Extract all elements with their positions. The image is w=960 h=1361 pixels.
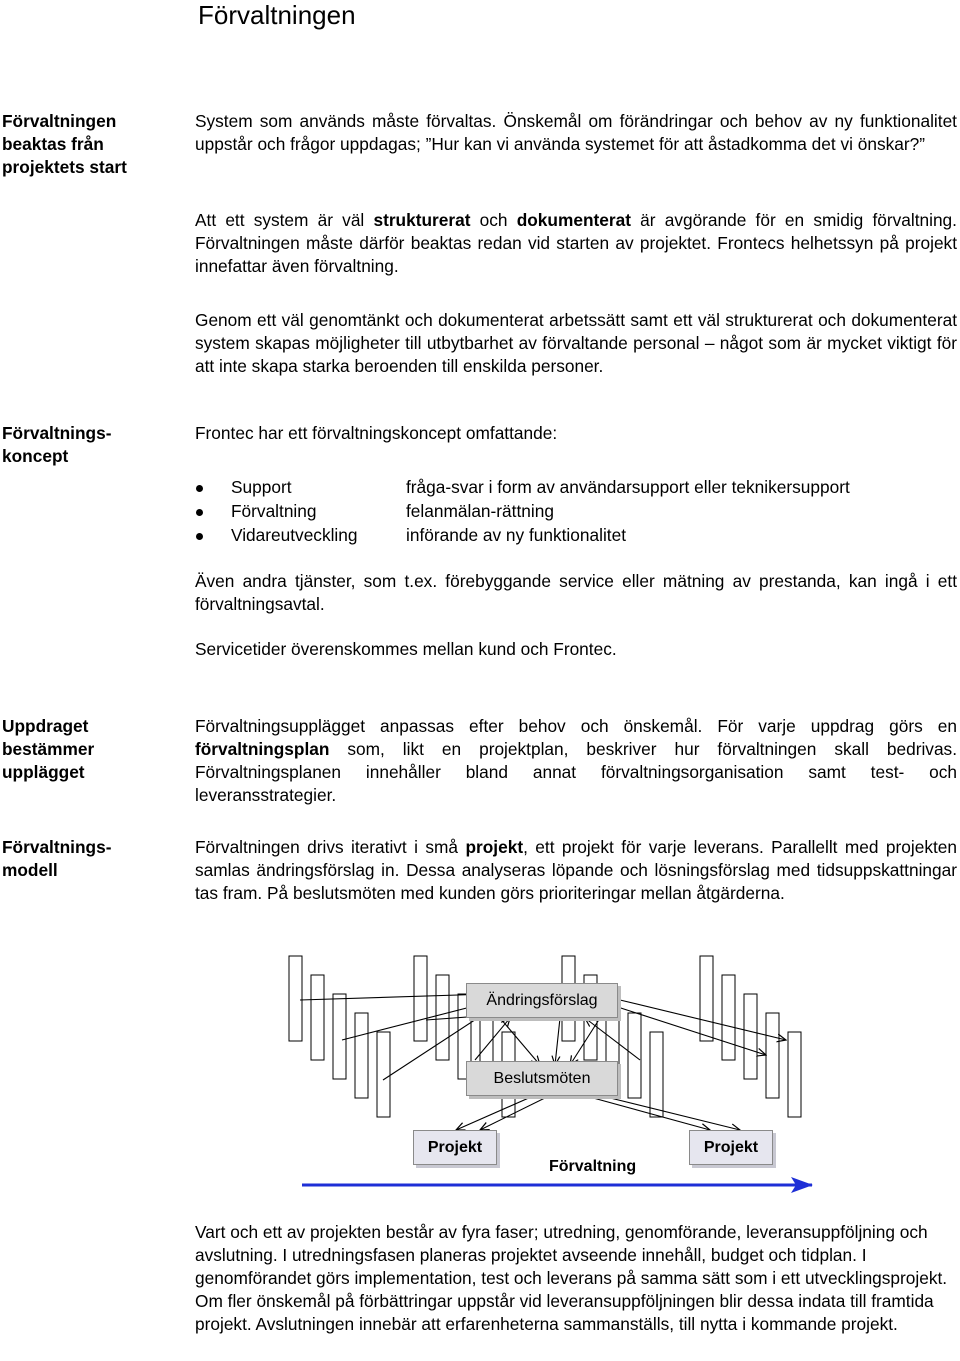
paragraph-start-3: Genom ett väl genomtänkt och dokumenterat arbetssätt samt ett väl strukturerat och dokumenterat system skapas möjligheter till utbytbarhet av förvaltande personal – något som är mycket viktigt för att inte skapa starka beroenden till enskilda personer. xyxy=(195,310,957,376)
side-heading-line: Förvaltnings- xyxy=(2,837,112,857)
change-request-box: Ändringsförslag xyxy=(466,983,618,1018)
page-title: Förvaltningen xyxy=(198,0,356,30)
paragraph-start-2: Att ett system är väl strukturerat och dokumenterat är avgörande för en smidig förvaltning. Förvaltningen måste därför beaktas redan vid starten av projektet. Frontecs helhetssyn på projekt innefattar även förvaltning. xyxy=(195,210,957,276)
list-item-term: Förvaltning xyxy=(231,501,317,521)
list-item-desc: införande av ny funktionalitet xyxy=(406,525,626,545)
phase-bar xyxy=(333,994,346,1079)
paragraph-koncept-also: Även andra tjänster, som t.ex. förebyggande service eller mätning av prestanda, kan ingå i ett förvaltningsavtal. xyxy=(195,571,957,614)
flow-arrow xyxy=(596,1000,766,1055)
flow-arrow xyxy=(575,1093,710,1130)
paragraph-koncept-intro: Frontec har ett förvaltningskoncept omfattande: xyxy=(195,423,558,443)
phase-bar xyxy=(289,956,302,1041)
flow-arrow xyxy=(480,1093,555,1130)
paragraph-modell: Förvaltningen drivs iterativt i små projekt, ett projekt för varje leverans. Parallellt med projekten samlas ändringsförslag in. Dessa analyseras löpande och lösningsförslag med tidsuppskattningar tas fram. På beslutsmöten med kunden görs prioriteringar mellan åtgärderna. xyxy=(195,837,957,903)
paragraph-start-1: System som används måste förvaltas. Önskemål om förändringar och behov av ny funktionalitet uppstår och frågor uppdagas; ”Hur kan vi använda systemet för att åstadkomma det vi önskar?” xyxy=(195,111,957,154)
side-heading-line: Förvaltningen xyxy=(2,111,117,131)
phase-bar xyxy=(722,975,735,1060)
list-item-desc: felanmälan-rättning xyxy=(406,501,554,521)
side-heading-line: koncept xyxy=(2,446,69,466)
flow-arrow xyxy=(555,1018,560,1065)
decision-meeting-box: Beslutsmöten xyxy=(466,1061,618,1096)
list-item-term: Vidareutveckling xyxy=(231,525,358,545)
phase-bar xyxy=(744,994,757,1079)
paragraph-uppdraget: Förvaltningsupplägget anpassas efter behov och önskemål. För varje uppdrag görs en förvaltningsplan som, likt en projektplan, beskriver hur förvaltningen skall bedrivas. Förvaltningsplanen innehåller bland annat förvaltningsorganisation samt test- och leveransstrategier. xyxy=(195,716,957,805)
flow-arrow xyxy=(456,1093,540,1130)
side-heading-line: projektets start xyxy=(2,157,127,177)
phase-bar xyxy=(700,956,713,1041)
project-box-left: Projekt xyxy=(413,1130,497,1165)
phase-bar xyxy=(377,1032,390,1117)
flow-arrow xyxy=(590,1093,740,1130)
phase-bar xyxy=(788,1032,801,1117)
phase-bar xyxy=(311,975,324,1060)
timeline-label: Förvaltning xyxy=(549,1158,637,1175)
phase-bar xyxy=(414,956,427,1041)
side-heading-line: modell xyxy=(2,860,58,880)
phase-bar xyxy=(436,975,449,1060)
paragraph-closing: Vart och ett av projekten består av fyra faser; utredning, genomförande, leveransuppföljning och avslutning. I utredningsfasen planeras projektet avseende innehåll, budget och tidplan. I genomförandet görs implementation, test och leverans på samma sätt som i ett utvecklingsprojekt. Om fler önskemål på förbättringar uppstår vid leveransuppföljningen blir dessa indata till framtida projekt. Avslutningen innebär att erfarenheterna sammanställs, till nytta i kommande projekt. xyxy=(195,1222,948,1334)
side-heading-line: beaktas från xyxy=(2,134,104,154)
phase-bar xyxy=(355,1013,368,1098)
side-heading-line: upplägget xyxy=(2,762,85,782)
project-box-right: Projekt xyxy=(689,1130,773,1165)
side-heading-line: Uppdraget xyxy=(2,716,89,736)
list-item-term: Support xyxy=(231,477,292,497)
list-item-desc: fråga-svar i form av användarsupport eller teknikersupport xyxy=(406,477,850,497)
paragraph-koncept-service: Servicetider överenskommes mellan kund och Frontec. xyxy=(195,639,617,659)
side-heading-line: Förvaltnings- xyxy=(2,423,112,443)
side-heading-line: bestämmer xyxy=(2,739,95,759)
phase-bar xyxy=(766,1013,779,1098)
phase-bar xyxy=(650,1032,663,1117)
